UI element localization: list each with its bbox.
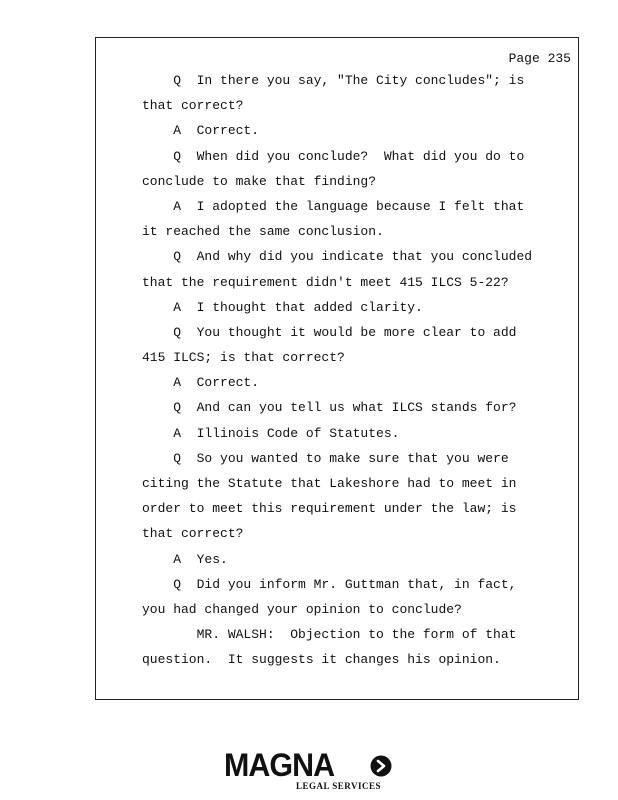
transcript-line: you had changed your opinion to conclude? <box>142 601 462 617</box>
transcript-line: Q In there you say, "The City concludes"; is <box>142 73 525 88</box>
transcript-line: Q So you wanted to make sure that you were <box>142 450 509 466</box>
transcript-line: citing the Statute that Lakeshore had to meet in <box>142 476 517 491</box>
transcript-line: that correct? <box>142 526 244 542</box>
transcript-line: A Illinois Code of Statutes. <box>142 425 400 441</box>
transcript-line: conclude to make that finding? <box>142 173 377 189</box>
transcript-line: question. It suggests it changes his opinion. <box>142 652 501 668</box>
chevron-right-circle-icon <box>370 755 392 777</box>
transcript-line: that the requirement didn't meet 415 ILCS 5-22? <box>142 274 509 290</box>
page-number: Page 235 <box>508 51 571 66</box>
transcript-line: A Yes. <box>142 551 228 567</box>
transcript-line: A Correct. <box>142 123 260 139</box>
magna-logo <box>224 748 404 794</box>
transcript-line: Q Did you inform Mr. Guttman that, in fact, <box>142 576 517 592</box>
transcript-line: Q And can you tell us what ILCS stands for? <box>142 400 517 416</box>
transcript-line: A I adopted the language because I felt that <box>142 198 525 214</box>
transcript-line: 415 ILCS; is that correct? <box>142 350 345 366</box>
transcript-line: it reached the same conclusion. <box>142 224 384 240</box>
transcript-line: Q You thought it would be more clear to add <box>142 324 517 340</box>
transcript-lines <box>142 73 572 678</box>
transcript-page <box>95 37 579 700</box>
transcript-line: A Correct. <box>142 375 260 391</box>
transcript-line: MR. WALSH: Objection to the form of that <box>142 627 517 643</box>
transcript-line: A I thought that added clarity. <box>142 299 423 315</box>
logo-wordmark: MAGNA <box>224 747 335 783</box>
transcript-line: that correct? <box>142 98 244 114</box>
transcript-line: Q When did you conclude? What did you do to <box>142 148 525 164</box>
logo-subtitle: LEGAL SERVICES <box>296 781 381 791</box>
transcript-line: Q And why did you indicate that you concluded <box>142 249 533 265</box>
transcript-line: order to meet this requirement under the law; is <box>142 501 517 517</box>
